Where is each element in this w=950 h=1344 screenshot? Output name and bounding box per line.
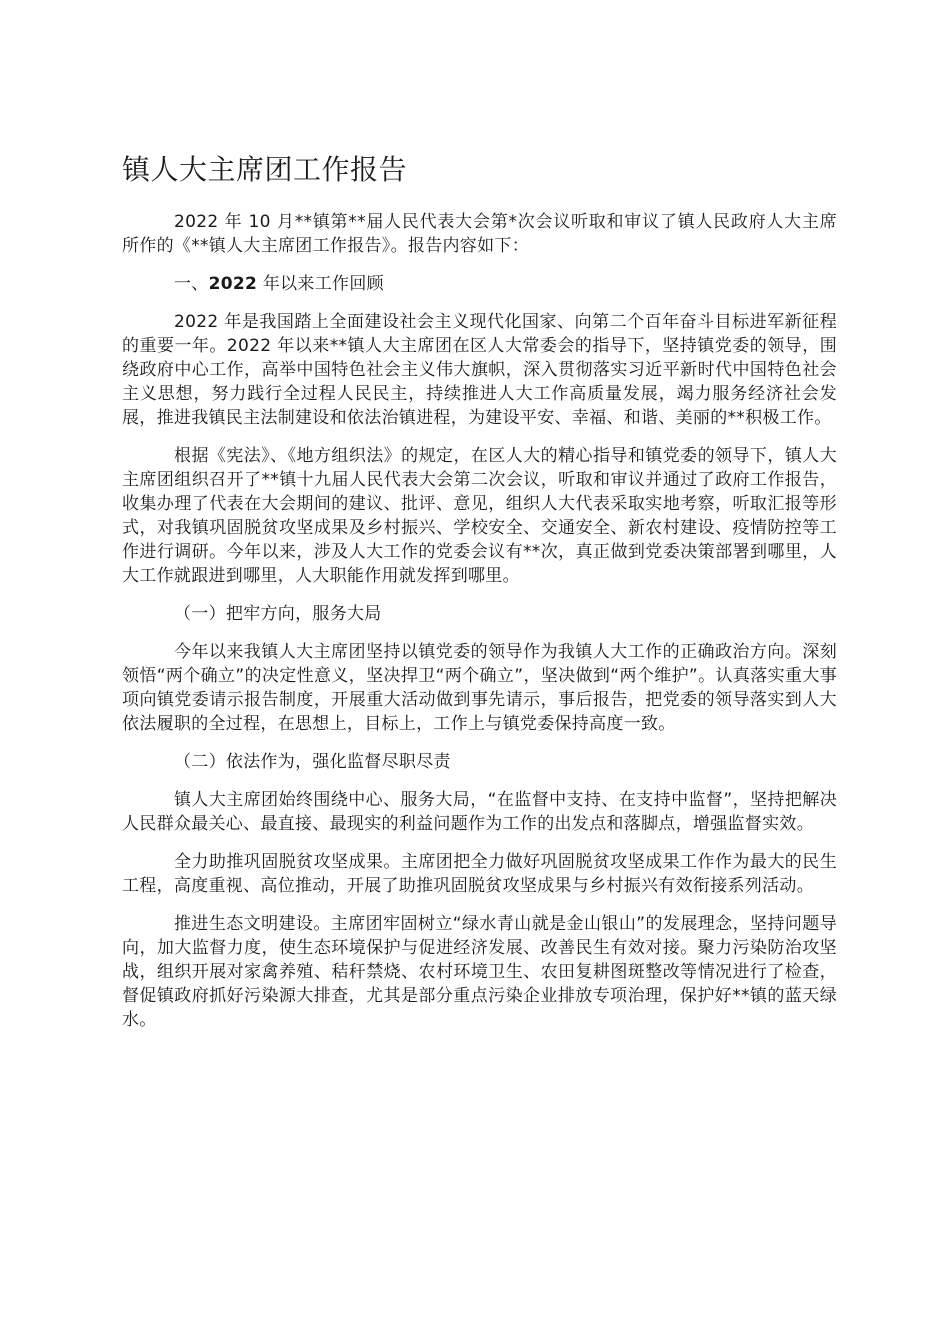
section-heading-suffix: 年以来工作回顾 — [257, 274, 384, 294]
paragraph-supervision: 镇人大主席团始终围绕中心、服务大局，“在监督中支持、在支持中监督”，坚持把解决人民群众最关心、最直接、最现实的利益问题作为工作的出发点和落脚点，增强监督实效。 — [122, 790, 837, 834]
paragraph-direction: 今年以来我镇人大主席团坚持以镇党委的领导作为我镇人大工作的正确政治方向。深刻领悟“两个确立”的决定性意义，坚决捍卫“两个确立”，坚决做到“两个维护”。认真落实重大事项向镇党委请示报告制度，开展重大活动做到事先请示，事后报告，把党委的领导落实到人大依法履职的全过程，在思想上，目标上，工作上与镇党委保持高度一致。 — [122, 642, 837, 734]
paragraph-poverty: 全力助推巩固脱贫攻坚成果。主席团把全力做好巩固脱贫攻坚成果工作作为最大的民生工程，高度重视、高位推动，开展了助推巩固脱贫攻坚成果与乡村振兴有效衔接系列活动。 — [122, 852, 837, 896]
section-heading-review — [122, 272, 837, 296]
paragraph-congress: 根据《宪法》、《地方组织法》的规定，在区人大的精心指导和镇党委的领导下，镇人大主席团组织召开了**镇十九届人民代表大会第二次会议，听取和审议并通过了政府工作报告，收集办理了代表在大会期间的建议、批评、意见，组织人大代表采取实地考察，听取汇报等形式，对我镇巩固脱贫攻坚成果及乡村振兴、学校安全、交通安全、新农村建设、疫情防控等工作进行调研。今年以来，涉及人大工作的党委会议有**次，真正做到党委决策部署到哪里，人大工作就跟进到哪里，人大职能作用就发挥到哪里。 — [122, 446, 837, 586]
paragraph-ecology: 推进生态文明建设。主席团牢固树立“绿水青山就是金山银山”的发展理念，坚持问题导向，加大监督力度，使生态环境保护与促进经济发展、改善民生有效对接。聚力污染防治攻坚战，组织开展对家禽养殖、秸秆禁烧、农村环境卫生、农田复耕图斑整改等情况进行了检查，督促镇政府抓好污染源大排查，尤其是部分重点污染企业排放专项治理，保护好**镇的蓝天绿水。 — [122, 914, 837, 1030]
intro-paragraph: 2022 年 10 月**镇第**届人民代表大会第*次会议听取和审议了镇人民政府人大主席所作的《**镇人大主席团工作报告》。报告内容如下： — [122, 212, 837, 256]
subsection-heading-direction: （一）把牢方向，服务大局 — [174, 604, 382, 624]
document-title: 镇人大主席团工作报告 — [122, 153, 408, 186]
paragraph-overview: 2022 年是我国踏上全面建设社会主义现代化国家、向第二个百年奋斗目标进军新征程的重要一年。2022 年以来**镇人大主席团在区人大常委会的指导下，坚持镇党委的领导，围绕政府中心工作，高举中国特色社会主义伟大旗帜，深入贯彻落实习近平新时代中国特色社会主义思想，努力践行全过程人民民主，持续推进人大工作高质量发展，竭力服务经济社会发展，推进我镇民主法制建设和依法治镇进程，为建设平安、幸福、和谐、美丽的**积极工作。 — [122, 312, 837, 428]
subsection-heading-supervision: （二）依法作为，强化监督尽职尽责 — [174, 752, 451, 772]
section-heading-year: 2022 — [208, 274, 258, 294]
document-page — [122, 150, 837, 1046]
section-heading-prefix: 一、 — [174, 274, 209, 294]
